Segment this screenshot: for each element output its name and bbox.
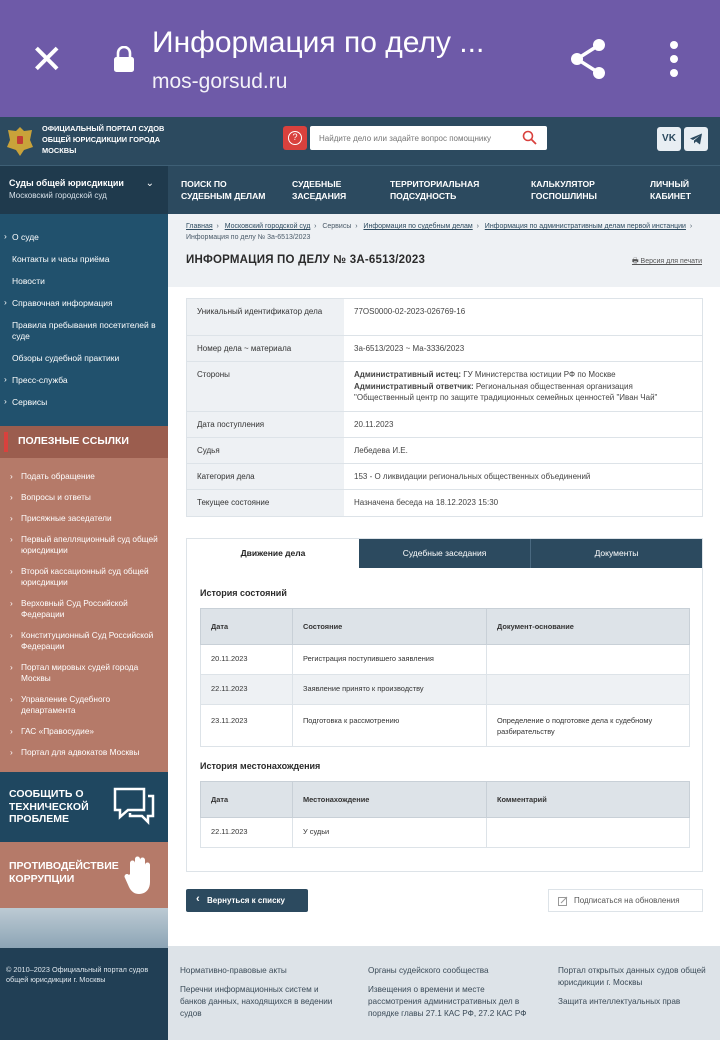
edit-icon [558,896,568,906]
nav-account[interactable]: ЛИЧНЫЙ КАБИНЕТ [650,179,691,201]
nav-jurisdiction[interactable]: ТЕРРИТОРИАЛЬНАЯ ПОДСУДНОСТЬ [390,179,480,201]
breadcrumb-admin-cases[interactable]: Информация по административным делам первой инстанции [484,223,686,230]
info-value: 153 - О ликвидации региональных общественных объединений [354,472,591,481]
info-value: Назначена беседа на 18.12.2023 15:30 [354,498,499,507]
info-label: Уникальный идентификатор дела [187,299,344,335]
breadcrumb-current: Информация по делу № 3а-6513/2023 [186,234,311,241]
breadcrumb-home[interactable]: Главная [186,223,213,230]
info-value: 3а-6513/2023 ~ Ма-3336/2023 [354,344,465,353]
location-history-title: История местонахождения [200,761,321,771]
report-problem-button[interactable] [0,772,168,842]
plaintiff-label: Административный истец: [354,370,462,379]
info-label: Дата поступления [187,412,344,437]
anti-corruption-label: ПРОТИВОДЕЙСТВИЕ КОРРУПЦИИ [9,860,119,885]
page-title: ИНФОРМАЦИЯ ПО ДЕЛУ № 3А-6513/2023 [186,254,426,266]
url-text[interactable]: mos-gorsud.ru [152,70,288,93]
footer-col-2 [368,965,540,1027]
sidebar-item-press[interactable]: › Пресс-служба [0,375,168,386]
anti-corruption-button[interactable] [0,842,168,908]
chat-icon [112,786,156,826]
copyright: © 2010–2023 Официальный портал судов общей юрисдикции г. Москвы [6,965,149,984]
table-row [201,705,690,747]
page-title-bar: Информация по делу ... [152,26,485,59]
footer-link[interactable]: Портал открытых данных судов общей юрисдикции г. Москвы [558,966,706,987]
close-icon[interactable]: ✕ [30,37,64,83]
useful-link[interactable]: › Вопросы и ответы [0,492,168,503]
coat-of-arms-icon[interactable] [6,125,34,157]
search-icon[interactable] [522,130,537,145]
column-header: Комментарий [487,782,690,818]
breadcrumb-cases[interactable]: Информация по судебным делам [363,223,473,230]
search-input[interactable] [310,126,547,150]
defendant-label: Административный ответчик: [354,381,474,391]
useful-link[interactable]: › Первый апелляционный суд общей юрисдикции [0,534,168,556]
table-row [201,675,690,705]
tab-panel [186,568,703,872]
sidebar-item-rules[interactable]: Правила пребывания посетителей в суде [12,320,156,341]
table-cell [487,818,690,848]
portal-brand[interactable]: ОФИЦИАЛЬНЫЙ ПОРТАЛ СУДОВ ОБЩЕЙ ЮРИСДИКЦИИ ГОРОДА МОСКВЫ [42,124,165,155]
status-history-table [200,608,690,747]
table-cell: 22.11.2023 [201,675,293,705]
lock-icon [113,46,135,72]
useful-link[interactable]: › Управление Судебного департамента [0,694,168,716]
table-row [201,645,690,675]
chevron-down-icon: ⌄ [145,178,154,189]
useful-links [0,426,168,772]
footer-link[interactable]: Защита интеллектуальных прав [558,997,681,1006]
share-icon[interactable] [568,38,608,80]
tab-documents[interactable]: Документы [531,539,702,568]
telegram-button[interactable] [684,127,708,151]
sidebar-item-practice[interactable]: Обзоры судебной практики [12,353,120,363]
column-header: Документ-основание [487,609,690,645]
parties-value [344,362,702,411]
nav-hearings[interactable]: СУДЕБНЫЕ ЗАСЕДАНИЯ [292,179,347,201]
case-tabs [186,538,703,568]
site-header [0,117,720,165]
sidebar-menu [0,214,168,408]
column-header: Местонахождение [293,782,487,818]
table-cell [487,645,690,675]
sidebar-item-news[interactable]: Новости [12,276,45,286]
info-label: Категория дела [187,464,344,489]
browser-toolbar [0,0,720,117]
vk-button[interactable] [657,127,681,151]
case-info-table [186,298,703,517]
table-cell: 23.11.2023 [201,705,293,747]
useful-link[interactable]: › ГАС «Правосудие» [0,726,168,737]
footer-link[interactable]: Перечни информационных систем и банков данных, находящихся в ведении судов [180,985,333,1018]
tab-hearings[interactable]: Судебные заседания [359,539,531,568]
print-version-link[interactable] [632,257,702,268]
location-history-table [200,781,690,848]
info-value: Лебедева И.Е. [354,446,408,455]
main-nav [0,165,720,214]
help-button[interactable] [283,126,307,150]
tab-case-movement[interactable]: Движение дела [187,539,359,568]
nav-fee-calculator[interactable]: КАЛЬКУЛЯТОР ГОСПОШЛИНЫ [531,179,597,201]
nav-search-cases[interactable]: ПОИСК ПО СУДЕБНЫМ ДЕЛАМ [181,179,266,201]
court-selector-sub: Московский городской суд [9,191,107,200]
table-row [201,818,690,848]
info-label: Стороны [187,362,344,411]
defendant-value: Региональная общественная организация "Общественный центр по защите традиционных семейных ценностей "Иван Чай" [354,381,658,402]
table-cell: Заявление принято к производству [293,675,487,705]
useful-link[interactable]: › Подать обращение [0,471,168,482]
breadcrumb-services[interactable]: Сервисы [322,223,352,230]
subscribe-button[interactable] [548,889,703,912]
breadcrumb-court[interactable]: Московский городской суд [224,223,311,230]
sidebar-item-contacts[interactable]: Контакты и часы приёма [12,254,110,264]
table-cell: У судьи [293,818,487,848]
footer-link[interactable]: Органы судейского сообщества [368,966,489,975]
column-header: Дата [201,782,293,818]
more-options-icon[interactable] [664,40,684,78]
hand-stop-icon [124,854,156,896]
table-cell: 22.11.2023 [201,818,293,848]
sidebar-item-services[interactable]: › Сервисы [0,397,168,408]
vk-icon: VK [662,133,676,144]
useful-link[interactable]: › Второй кассационный суд общей юрисдикции [0,566,168,588]
footer [168,946,720,1040]
city-skyline-image [0,908,168,948]
useful-link[interactable]: › Портал для адвокатов Москвы [0,747,168,758]
main-content [168,214,720,946]
telegram-icon [689,132,703,146]
subscribe-label: Подписаться на обновления [574,896,680,905]
column-header: Дата [201,609,293,645]
printer-icon: 🖶 [631,258,641,265]
useful-link[interactable]: › Портал мировых судей города Москвы [0,662,168,684]
footer-col-1 [180,965,345,1027]
useful-link[interactable]: › Конституционный Суд Российской Федерации [0,630,168,652]
court-selector[interactable] [0,166,168,215]
sidebar-item-reference[interactable]: › Справочная информация [0,298,168,309]
column-header: Состояние [293,609,487,645]
print-version-label: Версия для печати [640,258,702,265]
sidebar-item-about[interactable]: › О суде [0,232,168,243]
report-problem-label: СООБЩИТЬ О ТЕХНИЧЕСКОЙ ПРОБЛЕМЕ [9,788,89,825]
useful-link[interactable]: › Присяжные заседатели [0,513,168,524]
table-cell: 20.11.2023 [201,645,293,675]
sidebar-footer [0,908,168,1040]
table-cell: Определение о подготовке дела к судебному разбирательству [487,705,690,747]
info-label: Текущее состояние [187,490,344,516]
court-selector-title: Суды общей юрисдикции [9,178,124,188]
info-value: 20.11.2023 [354,420,394,429]
breadcrumb: Главная › Московский городской суд › Сервисы › Информация по судебным делам › Информация по административным делам первой инстанции › Информация по делу № 3а-6513/2023 [186,223,697,241]
info-label: Номер дела ~ материала [187,336,344,361]
info-value: 77OS0000-02-2023-026769-16 [354,307,466,316]
question-icon: ? [288,131,302,145]
info-label: Судья [187,438,344,463]
footer-link[interactable]: Извещения о времени и месте рассмотрения административных дел в порядке главы 27.1 КАС РФ, 27.2 КАС РФ [368,985,527,1018]
footer-link[interactable]: Нормативно-правовые акты [180,966,287,975]
table-cell: Подготовка к рассмотрению [293,705,487,747]
table-cell [487,675,690,705]
status-history-title: История состояний [200,588,287,598]
footer-col-3 [558,965,713,1015]
useful-link[interactable]: › Верховный Суд Российской Федерации [0,598,168,620]
table-cell: Регистрация поступившего заявления [293,645,487,675]
back-to-list-button[interactable]: ‹ Вернуться к списку [186,889,308,912]
plaintiff-value: ГУ Министерства юстиции РФ по Москве [463,370,616,379]
useful-links-title: ПОЛЕЗНЫЕ ССЫЛКИ [0,426,168,458]
